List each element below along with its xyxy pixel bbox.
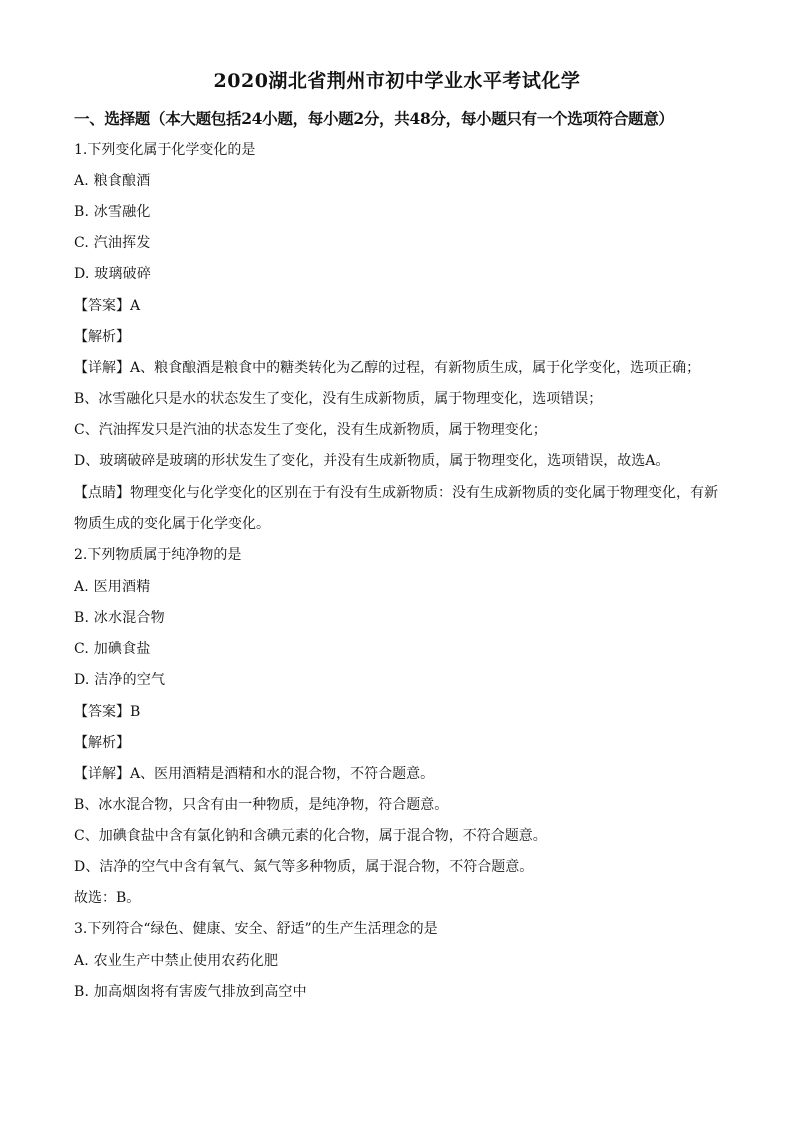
question-1-option-c: C. 汽油挥发 [74,235,151,251]
question-2-detail-line: C、加碘食盐中含有氯化钠和含碘元素的化合物，属于混合物，不符合题意。 [74,828,547,844]
question-2-detail-line: B、冰水混合物，只含有由一种物质，是纯净物，符合题意。 [74,797,449,813]
question-1-analysis-label: 【解析】 [74,329,130,345]
question-1-stem: 1.下列变化属于化学变化的是 [74,142,256,158]
question-2-stem: 2.下列物质属于纯净物的是 [74,547,242,563]
question-1-option-b: B. 冰雪融化 [74,204,151,220]
question-3-option-a: A. 农业生产中禁止使用农药化肥 [74,953,279,969]
question-2-answer: 【答案】B [74,704,141,720]
question-1-option-d: D. 玻璃破碎 [74,266,152,282]
question-2-option-c: C. 加碘食盐 [74,641,151,657]
question-2-option-d: D. 洁净的空气 [74,672,166,688]
question-1-comment-line: 物质生成的变化属于化学变化。 [74,516,270,532]
question-1-answer: 【答案】A [74,298,141,314]
question-2-analysis-label: 【解析】 [74,735,130,751]
section-heading: 一、选择题（本大题包括24小题，每小题2分，共48分，每小题只有一个选项符合题意） [74,109,674,128]
page-title: 2020湖北省荆州市初中学业水平考试化学 [213,70,581,92]
question-1-detail-line: B、冰雪融化只是水的状态发生了变化，没有生成新物质，属于物理变化，选项错误； [74,391,603,407]
question-1-detail-line: 【详解】A、粮食酿酒是粮食中的糖类转化为乙醇的过程，有新物质生成，属于化学变化，选项正确； [74,360,701,376]
question-2-option-b: B. 冰水混合物 [74,610,165,626]
question-1-detail-line: D、玻璃破碎是玻璃的形状发生了变化，并没有生成新物质，属于物理变化，选项错误，故选A。 [74,453,670,469]
question-2-detail-line: 故选：B。 [74,890,141,906]
question-3-stem: 3.下列符合“绿色、健康、安全、舒适”的生产生活理念的是 [74,921,438,937]
question-1-option-a: A. 粮食酿酒 [74,173,151,189]
question-2-detail-line: 【详解】A、医用酒精是酒精和水的混合物，不符合题意。 [74,766,435,782]
question-1-comment-line: 【点睛】物理变化与化学变化的区别在于有没有生成新物质：没有生成新物质的变化属于物理变化，有新 [74,485,718,501]
question-3-option-b: B. 加高烟囱将有害废气排放到高空中 [74,984,307,1000]
question-1-detail-line: C、汽油挥发只是汽油的状态发生了变化，没有生成新物质，属于物理变化； [74,422,547,438]
question-2-option-a: A. 医用酒精 [74,579,151,595]
question-2-detail-line: D、洁净的空气中含有氧气、氮气等多种物质，属于混合物，不符合题意。 [74,859,534,875]
